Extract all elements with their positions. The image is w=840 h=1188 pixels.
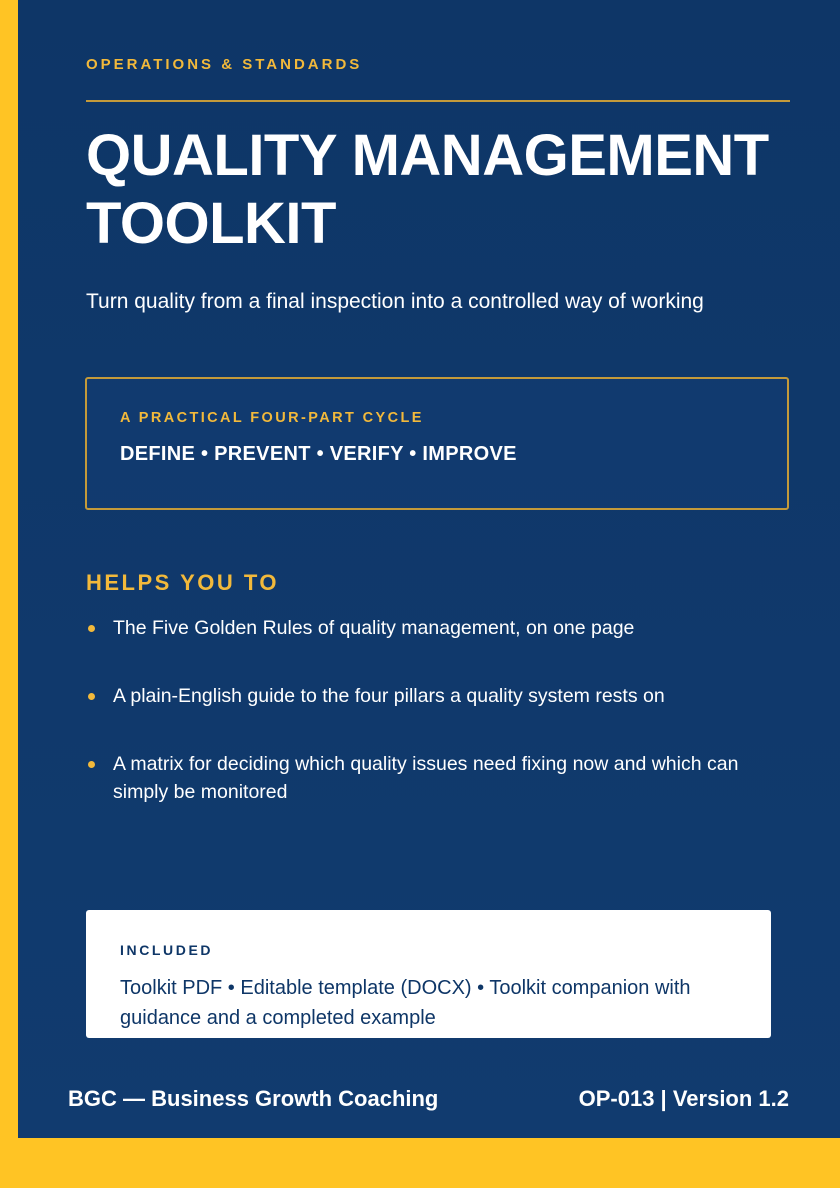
subtitle: Turn quality from a final inspection into a controlled way of working	[86, 290, 704, 313]
list-item-text: A matrix for deciding which quality issues need fixing now and which can simply be monitored	[113, 753, 739, 803]
list-item	[86, 614, 786, 642]
category-eyebrow: OPERATIONS & STANDARDS	[86, 56, 363, 73]
bullet-dot-icon	[88, 625, 95, 632]
page-title	[86, 122, 826, 258]
helps-heading: HELPS YOU TO	[86, 570, 280, 595]
bullet-dot-icon	[88, 761, 95, 768]
cycle-label: A PRACTICAL FOUR-PART CYCLE	[120, 410, 424, 426]
bullet-dot-icon	[88, 693, 95, 700]
included-card	[86, 910, 771, 1038]
included-label: INCLUDED	[120, 942, 214, 958]
document-version: OP-013 | Version 1.2	[578, 1086, 789, 1111]
list-item-text: A plain-English guide to the four pillars a quality system rests on	[113, 685, 665, 707]
publisher-name: BGC — Business Growth Coaching	[68, 1086, 439, 1111]
list-item	[86, 682, 786, 710]
title-line-1: QUALITY MANAGEMENT	[86, 123, 769, 188]
list-item-text: The Five Golden Rules of quality management, on one page	[113, 617, 635, 639]
cycle-box	[85, 377, 789, 510]
cycle-steps: DEFINE • PREVENT • VERIFY • IMPROVE	[120, 443, 517, 465]
helps-list	[86, 614, 786, 846]
included-text: Toolkit PDF • Editable template (DOCX) • Toolkit companion with guidance and a completed example	[120, 977, 691, 1029]
title-line-2: TOOLKIT	[86, 191, 336, 256]
list-item	[86, 750, 786, 806]
divider	[86, 100, 790, 102]
